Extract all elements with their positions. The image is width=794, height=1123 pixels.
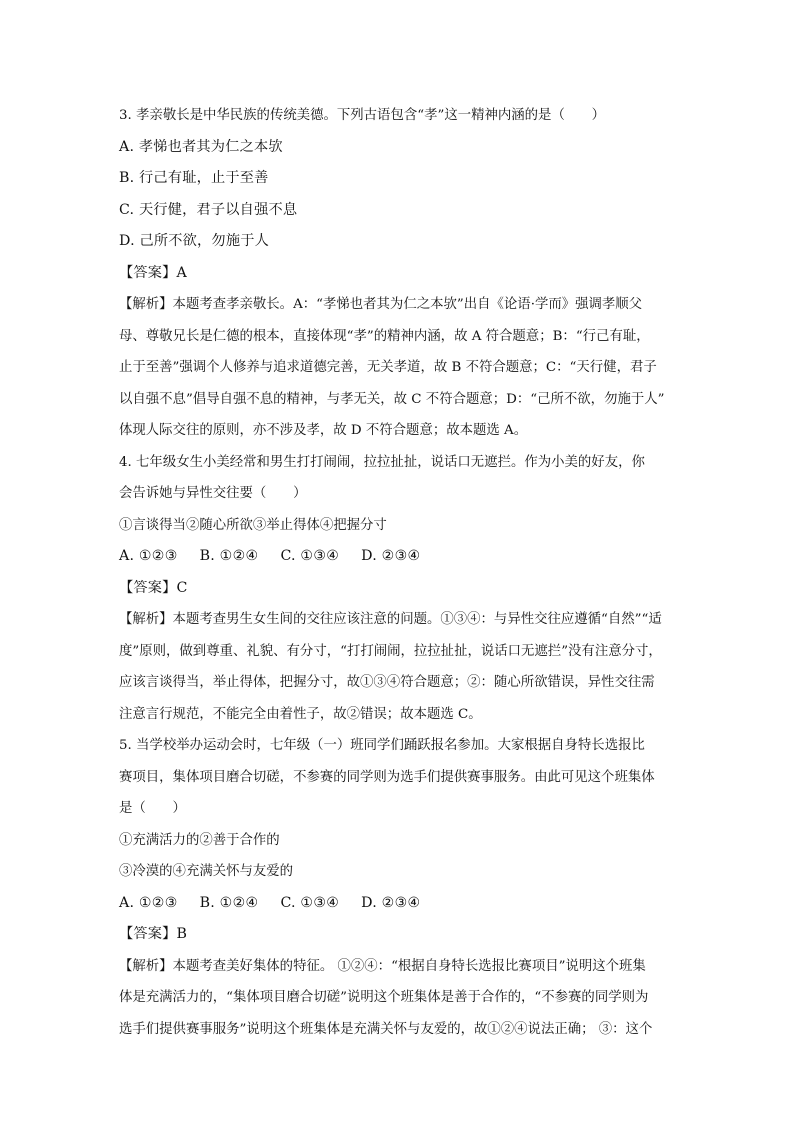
question-3	[119, 100, 689, 447]
question-3-analysis-line: 【解析】本题考查孝亲敬长。A：“孝悌也者其为仁之本欤”出自《论语·学而》强调孝顺父	[119, 297, 643, 312]
question-4-analysis-line: 注意言行规范，不能完全由着性子，故②错误；故本题选 C。	[119, 706, 482, 722]
question-3-answer: 【答案】A	[119, 264, 187, 281]
question-5-stem: 5. 当学校举办运动会时，七年级（一）班同学们踊跃报名参加。大家根据自身特长选报比	[119, 738, 645, 753]
question-5	[119, 730, 689, 1045]
question-4-answer: 【答案】C	[119, 579, 188, 596]
question-5-option-a: A. ①②③	[119, 894, 178, 911]
question-4	[119, 447, 689, 731]
question-3-stem: 3. 孝亲敬长是中华民族的传统美德。下列古语包含“孝”这一精神内涵的是（ ）	[119, 108, 606, 123]
question-5-option-d: D. ②③④	[361, 894, 421, 911]
question-3-analysis-line: 体现人际交往的原则，亦不涉及孝，故 D 不符合题意；故本题选 A。	[119, 423, 528, 438]
question-5-choices: ①充满活力的②善于合作的	[119, 832, 280, 848]
question-4-option-a: A. ①②③	[119, 548, 178, 564]
question-3-option-a: A. 孝悌也者其为仁之本欤	[119, 138, 283, 155]
question-4-choices: ①言谈得当②随心所欲③举止得体④把握分寸	[119, 517, 387, 533]
question-3-analysis-line: 以自强不息”倡导自强不息的精神，与孝无关，故 C 不符合题意；D：“己所不欲，勿施于人”	[119, 391, 665, 407]
question-4-option-d: D. ②③④	[361, 548, 421, 564]
question-3-analysis-line: 母、尊敬兄长是仁德的根本，直接体现“孝”的精神内涵，故 A 符合题意；B：“行己有耻，	[119, 328, 650, 344]
question-4-analysis-line: 应该言谈得当，举止得体，把握分寸，故①③④符合题意；②：随心所欲错误，异性交往需	[119, 675, 655, 690]
question-5-analysis-line: 选手们提供赛事服务”说明这个班集体是充满关怀与友爱的，故①②④说法正确； ③：这个	[119, 1021, 653, 1037]
question-3-option-b: B. 行己有耻，止于至善	[119, 170, 269, 186]
question-4-stem: 4. 七年级女生小美经常和男生打打闹闹，拉拉扯扯，说话口无遮拦。作为小美的好友，你	[119, 454, 645, 470]
question-5-stem: 是（ ）	[119, 801, 186, 816]
question-3-analysis-line: 止于至善”强调个人修养与追求道德完善，无关孝道，故 B 不符合题意；C：“天行健，君子	[119, 360, 657, 375]
question-5-analysis-line: 体是充满活力的，“集体项目磨合切磋”说明这个班集体是善于合作的，“不参赛的同学则为	[119, 990, 649, 1005]
question-4-options	[119, 541, 689, 573]
question-4-analysis-line: 度”原则，做到尊重、礼貌、有分寸，“打打闹闹，拉拉扯扯，说话口无遮拦”没有注意分寸，	[119, 643, 662, 659]
question-5-stem: 赛项目，集体项目磨合切磋，不参赛的同学则为选手们提供赛事服务。由此可见这个班集体	[119, 769, 655, 785]
question-5-option-b: B. ①②④	[199, 894, 259, 911]
question-4-analysis-line: 【解析】本题考查男生女生间的交往应该注意的问题。①③④：与异性交往应遵循“自然”“适	[119, 612, 662, 627]
question-3-option-c: C. 天行健，君子以自强不息	[119, 201, 298, 218]
question-5-answer: 【答案】B	[119, 926, 188, 942]
question-3-option-d: D. 己所不欲，勿施于人	[119, 233, 269, 249]
question-5-option-c: C. ①③④	[280, 894, 340, 911]
question-5-options	[119, 888, 689, 920]
question-4-option-c: C. ①③④	[280, 548, 340, 564]
question-5-choices: ③冷漠的④充满关怀与友爱的	[119, 864, 294, 879]
question-4-stem: 会告诉她与异性交往要（ ）	[119, 486, 307, 501]
question-5-analysis-line: 【解析】本题考查美好集体的特征。 ①②④：“根据自身特长选报比赛项目”说明这个班集	[119, 958, 646, 974]
document-content	[119, 100, 689, 1045]
question-4-option-b: B. ①②④	[199, 548, 259, 564]
